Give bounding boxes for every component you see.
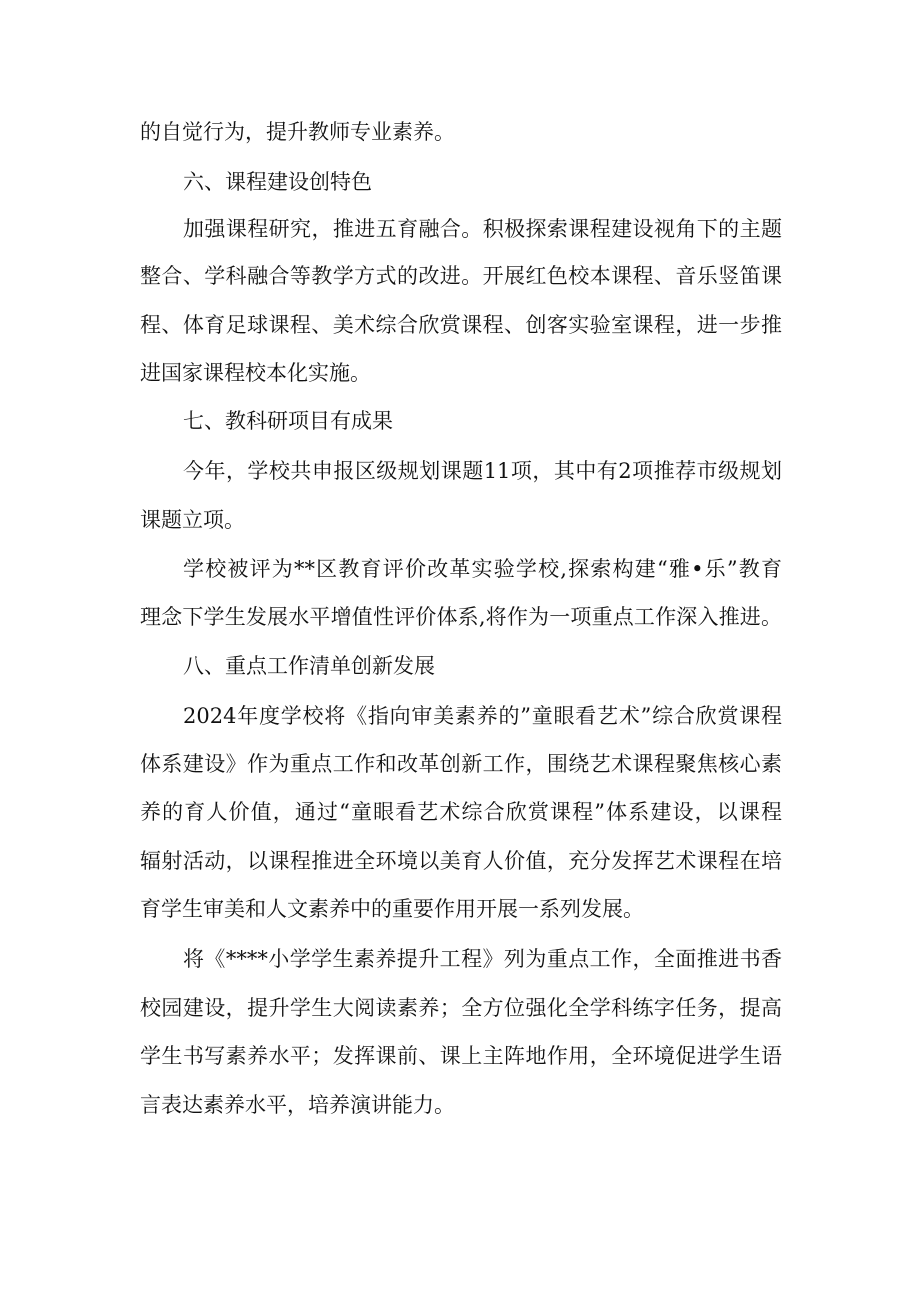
body-line: 整合、学科融合等教学方式的改进。开展红色校本课程、音乐竖笛课 (140, 264, 782, 288)
body-line: 育学生审美和人文素养中的重要作用开展一系列发展。 (140, 897, 644, 921)
section-heading: 八、重点工作清单创新发展 (183, 654, 435, 678)
body-line: 辐射活动，以课程推进全环境以美育人价值，充分发挥艺术课程在培 (140, 849, 782, 873)
body-line: 2024年度学校将《指向审美素养的”童眼看艺术”综合欣赏课程 (183, 704, 782, 728)
body-line: 校园建设，提升学生大阅读素养；全方位强化全学科练字任务，提高 (140, 996, 782, 1020)
body-line: 程、体育足球课程、美术综合欣赏课程、创客实验室课程，进一步推 (140, 313, 782, 337)
section-heading: 七、教科研项目有成果 (183, 409, 393, 433)
body-line: 言表达素养水平，培养演讲能力。 (140, 1093, 455, 1117)
body-line: 进国家课程校本化实施。 (140, 361, 371, 385)
body-line: 的自觉行为，提升教师专业素养。 (140, 120, 455, 144)
section-heading: 六、课程建设创特色 (183, 170, 372, 194)
body-line: 养的育人价值，通过“童眼看艺术综合欣赏课程”体系建设，以课程 (140, 800, 782, 824)
body-line: 学校被评为**区教育评价改革实验学校,探索构建“雅•乐”教育 (183, 557, 782, 581)
body-line: 将《****小学学生素养提升工程》列为重点工作，全面推进书香 (183, 947, 782, 971)
body-line: 学生书写素养水平；发挥课前、课上主阵地作用，全环境促进学生语 (140, 1044, 782, 1068)
body-line: 课题立项。 (140, 508, 245, 532)
body-line: 体系建设》作为重点工作和改革创新工作，围绕艺术课程聚焦核心素 (140, 752, 782, 776)
body-line: 今年，学校共申报区级规划课题11项，其中有2项推荐市级规划 (183, 459, 782, 483)
body-line: 理念下学生发展水平增值性评价体系,将作为一项重点工作深入推进。 (140, 605, 782, 629)
body-line: 加强课程研究，推进五育融合。积极探索课程建设视角下的主题 (183, 217, 782, 241)
